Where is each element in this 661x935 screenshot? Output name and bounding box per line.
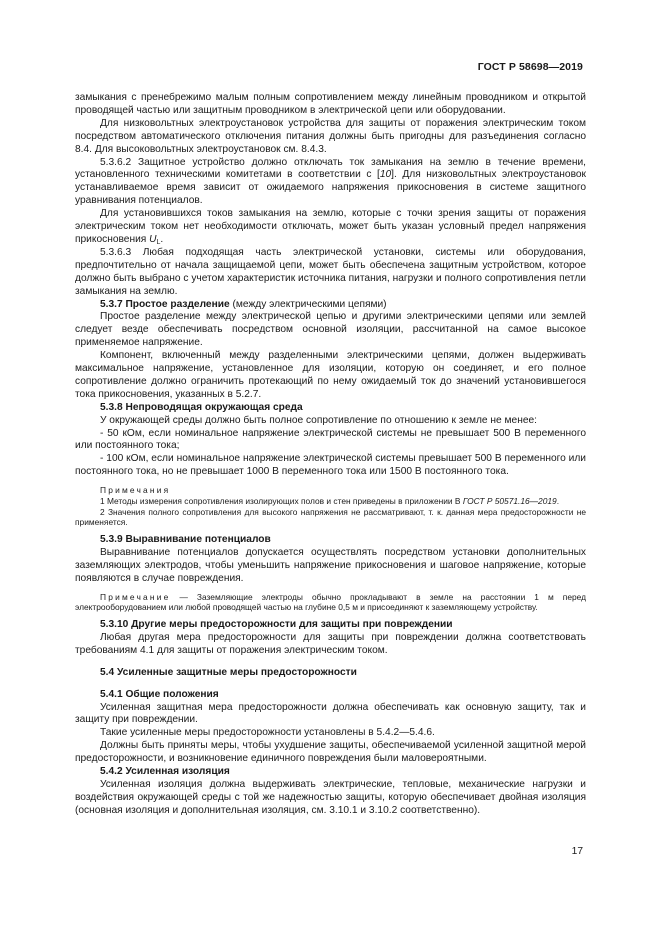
note-item: 2 Значения полного сопротивления для высокого напряжения не рассматривают, т. к. данная мера предосторожности не применяется. [75,506,586,528]
list-item: - 100 кОм, если номинальное напряжение электрической системы превышает 500 В переменного или постоянного тока, но не превышает 1000 В переменного тока или 1500 В постоянного тока. [75,453,586,478]
paragraph: Компонент, включенный между разделенными электрическими цепями, должен выдерживать максимальное напряжение, установленное для изоляции, которую он соединяет, и его полное сопротивление должно ограничить протекающий по нему ожидаемый ток до значений установившегося тока прикосновения, указанных в 5.2.7. [75,350,586,400]
reference-link: 10 [379,169,392,181]
symbol-subscript: L [156,238,161,246]
paragraph: Усиленная изоляция должна выдерживать электрические, тепловые, механические нагрузки и воздействия окружающей среды с той же надежностью защиты, которую обеспечивает двойная изоляция (основная изоляция и дополнительная изоляция, см. 3.10.1 и 3.10.2 соответственно). [75,779,586,816]
paragraph: Усиленная защитная мера предосторожности должна обеспечивать как основную защиту, так и защиту при повреждении. [75,701,586,726]
section-heading-5-4: 5.4 Усиленные защитные меры предосторожности [100,666,357,678]
note-item: 1 Методы измерения сопротивления изолирующих полов и стен приведены в приложении В ГОСТ Р 50571.16—2019. [100,495,560,506]
list-item: - 50 кОм, если номинальное напряжение электрической системы не превышает 500 В переменного или постоянного тока; [75,427,586,452]
section-heading-5-4-2: 5.4.2 Усиленная изоляция [100,766,230,778]
document-body [75,92,586,818]
page-number: 17 [571,846,583,857]
section-heading-5-3-10: 5.3.10 Другие меры предосторожности для защиты при повреждении [100,619,453,631]
paragraph: У окружающей среды должно быть полное сопротивление по отношению к земле не менее: [100,414,538,426]
paragraph: Для установившихся токов замыкания на землю, которые с точки зрения защиты от поражения электрическим током нет необходимости отключать, может быть указан условный предел напряжения прикосновения $U_L$. [75,208,586,246]
section-heading-5-3-7: 5.3.7 Простое разделение (между электрическими цепями) [100,298,387,310]
standard-header: ГОСТ Р 58698—2019 [477,61,583,73]
paragraph: Простое разделение между электрической цепью и другими электрическими цепями или землей следует везде обеспечивать посредством основной изоляции, рассчитанной на самое высокое применяемое напряжение. [75,311,586,349]
symbol: U [149,233,157,245]
note-title: Примечания [100,485,171,496]
paragraph: замыкания с пренебрежимо малым полным сопротивлением между линейным проводником и открытой проводящей частью или защитным проводником в электрической цепи или оборудовании. [75,92,586,116]
paragraph: Должны быть приняты меры, чтобы ухудшение защиты, обеспечиваемой усиленной защитной мерой предосторожности, и возникновение единичного повреждения были маловероятными. [75,740,586,765]
clause-5-3-6-3: 5.3.6.3 Любая подходящая часть электрической установки, системы или оборудования, предпочтительно от начала защищаемой цепи, может быть обеспечена защитным устройством, которое должно быть выбрано с учетом характеристик источника питания, нагрузки и полного сопротивления петли замыкания на землю. [75,246,586,297]
note: Примечание — Заземляющие электроды обычно прокладывают в земле на расстоянии 1 м перед электрооборудованием или любой проводящей частью на глубине 0,5 м и присоединяют к заземляющему устройству. [75,591,586,613]
paragraph: Такие усиленные меры предосторожности установлены в 5.4.2—5.4.6. [100,727,435,739]
paragraph: Для низковольтных электроустановок устройства для защиты от поражения электрическим током посредством автоматического отключения питания должны быть пригодны для разъединения согласно 8.4. Для высоковольтных электроустановок см. 8.4.3. [75,117,586,155]
paragraph: Выравнивание потенциалов допускается осуществлять посредством установки дополнительных заземляющих электродов, чтобы уменьшить напряжение прикосновения и шаговое напряжение, которые появляются в случае повреждения. [75,546,586,584]
paragraph: Любая другая мера предосторожности для защиты при повреждении должна соответствовать требованиям 4.1 для защиты от поражения электрическим током. [75,631,586,656]
clause-5-3-6-2: 5.3.6.2 Защитное устройство должно отключать ток замыкания на землю в течение времени, установленного техническими комитетами в соответствии с [10]. Для низковольтных электроустановок устанавливаемое время зависит от ожидаемого напряжения прикосновения в системе защитного уравнивания потенциалов. [75,156,587,207]
section-heading-5-3-9: 5.3.9 Выравнивание потенциалов [100,534,271,545]
section-heading-5-3-8: 5.3.8 Непроводящая окружающая среда [100,401,303,413]
reference-link: ГОСТ Р 50571.16—2019 [462,495,557,506]
section-heading-5-4-1: 5.4.1 Общие положения [100,688,219,700]
